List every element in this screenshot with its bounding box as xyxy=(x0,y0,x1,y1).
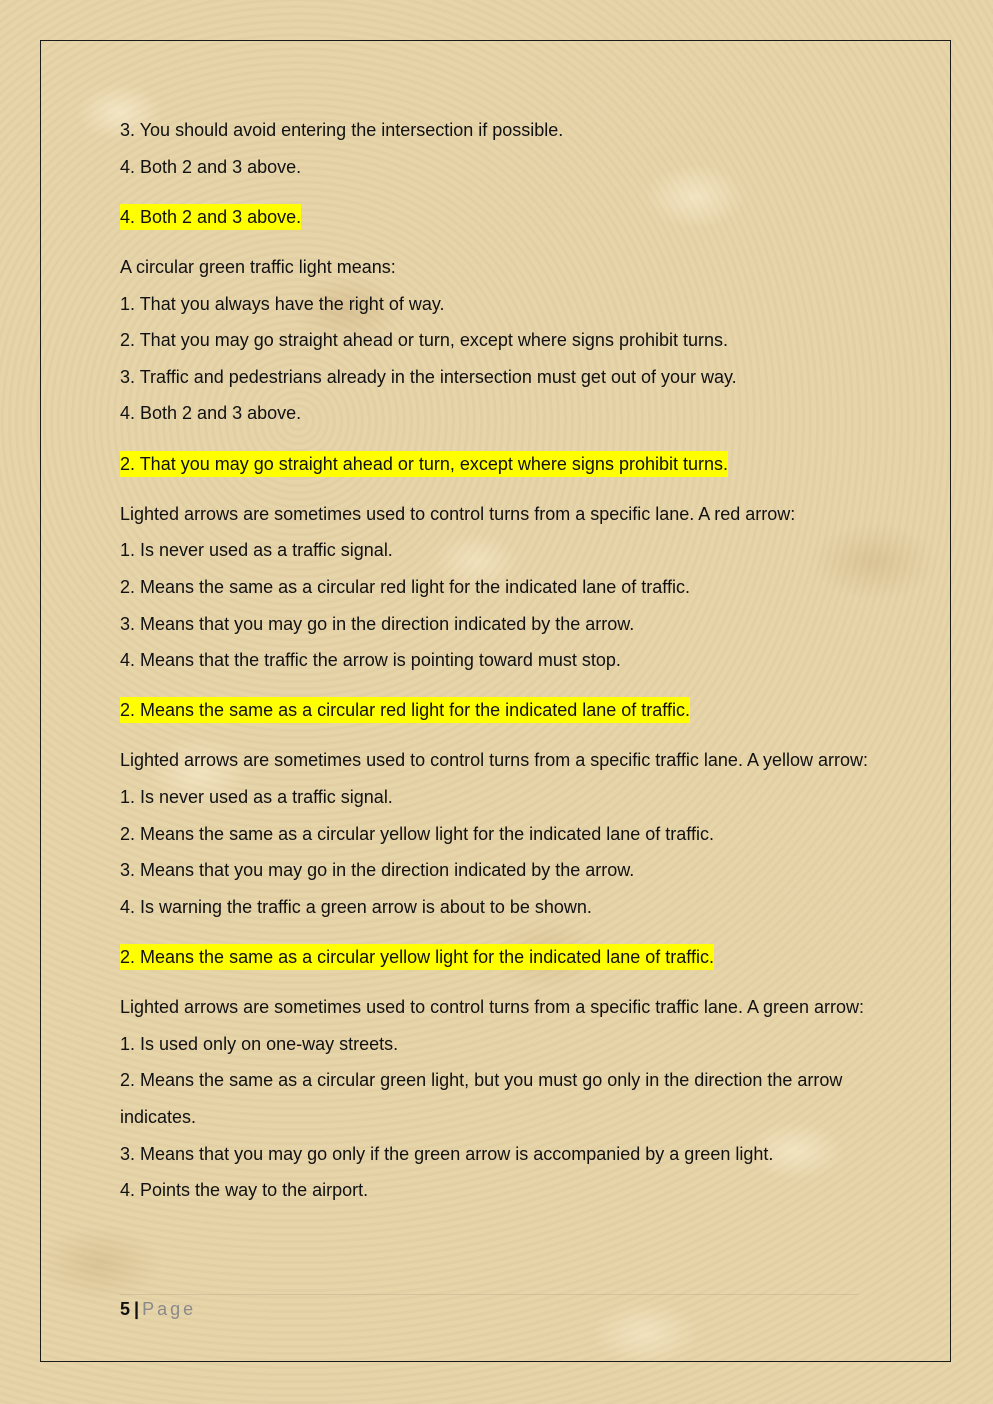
option-item: 2. Means the same as a circular green light, but you must go only in the direction the arrow indicates. xyxy=(120,1070,843,1127)
answer-block xyxy=(120,939,880,976)
document-body xyxy=(120,112,880,1209)
answer-block xyxy=(120,446,880,483)
question-text: A circular green traffic light means: xyxy=(120,256,396,277)
question-text: Lighted arrows are sometimes used to control turns from a specific traffic lane. A green arrow: xyxy=(120,997,865,1018)
page-number: 5 xyxy=(120,1299,131,1319)
question-block xyxy=(120,112,880,185)
answer-block xyxy=(120,692,880,729)
footer-separator: | xyxy=(134,1299,140,1319)
option-item: 2. Means the same as a circular yellow light for the indicated lane of traffic. xyxy=(120,823,714,844)
question-block xyxy=(120,496,880,679)
option-item: 4. Points the way to the airport. xyxy=(120,1180,369,1201)
option-item: 1. Is never used as a traffic signal. xyxy=(120,540,393,561)
page-label: Page xyxy=(142,1299,197,1319)
option-item: 3. You should avoid entering the intersection if possible. xyxy=(120,120,564,140)
question-text: Lighted arrows are sometimes used to control turns from a specific traffic lane. A yellow arrow: xyxy=(120,750,868,771)
option-item: 2. That you may go straight ahead or turn, except where signs prohibit turns. xyxy=(120,330,729,351)
option-item: 3. Means that you may go only if the green arrow is accompanied by a green light. xyxy=(120,1143,774,1164)
option-item: 3. Traffic and pedestrians already in the intersection must get out of your way. xyxy=(120,366,737,387)
option-item: 4. Both 2 and 3 above. xyxy=(120,156,302,177)
question-block xyxy=(120,249,880,432)
answer-highlight: 2. Means the same as a circular red light for the indicated lane of traffic. xyxy=(120,697,690,723)
option-item: 3. Means that you may go in the direction indicated by the arrow. xyxy=(120,613,635,634)
question-text: Lighted arrows are sometimes used to control turns from a specific lane. A red arrow: xyxy=(120,503,796,524)
option-item: 1. Is used only on one-way streets. xyxy=(120,1033,399,1054)
option-item: 4. Is warning the traffic a green arrow is about to be shown. xyxy=(120,896,592,917)
answer-highlight: 4. Both 2 and 3 above. xyxy=(120,204,301,230)
option-item: 4. Both 2 and 3 above. xyxy=(120,403,302,424)
option-item: 4. Means that the traffic the arrow is pointing toward must stop. xyxy=(120,650,621,671)
option-item: 1. Is never used as a traffic signal. xyxy=(120,787,393,808)
answer-block xyxy=(120,199,880,236)
question-block xyxy=(120,989,880,1209)
answer-highlight: 2. That you may go straight ahead or turn, except where signs prohibit turns. xyxy=(120,451,728,477)
answer-highlight: 2. Means the same as a circular yellow light for the indicated lane of traffic. xyxy=(120,944,714,970)
question-block xyxy=(120,742,880,925)
option-item: 2. Means the same as a circular red light for the indicated lane of traffic. xyxy=(120,576,690,597)
option-item: 3. Means that you may go in the direction indicated by the arrow. xyxy=(120,860,635,881)
page-footer xyxy=(120,1294,858,1323)
option-item: 1. That you always have the right of way. xyxy=(120,293,445,314)
